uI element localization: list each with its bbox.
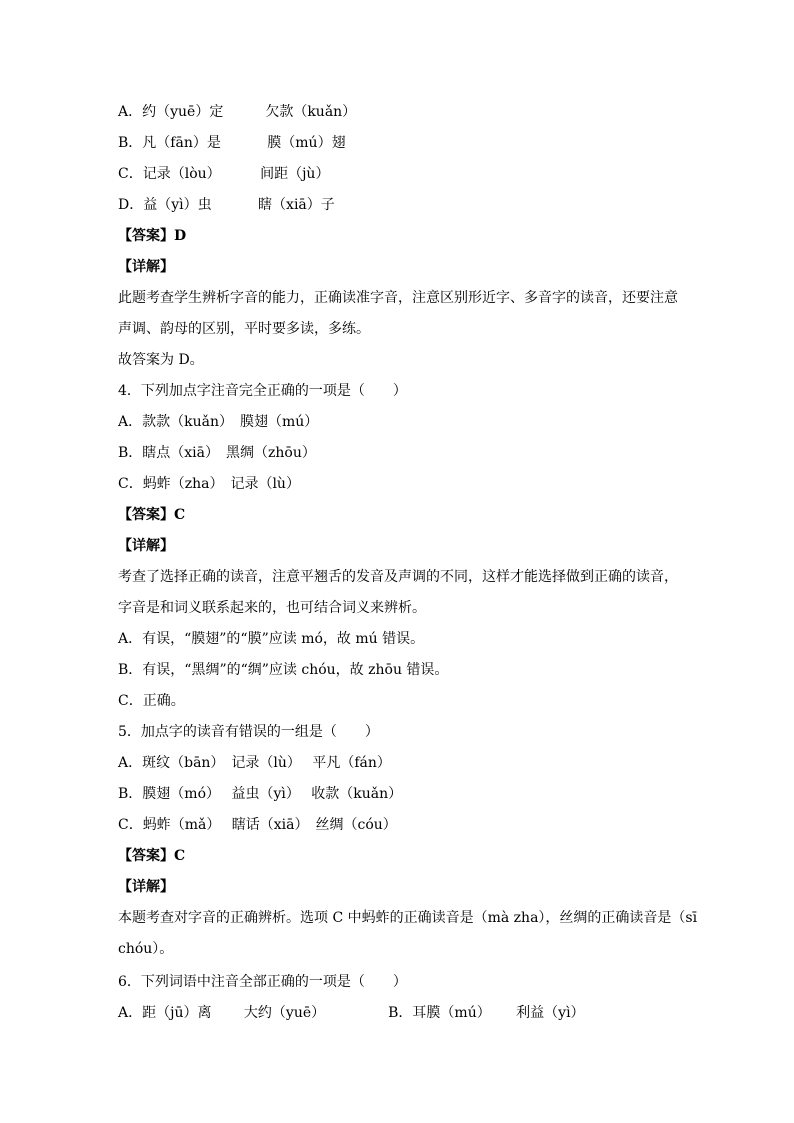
- explanation-text: C．正确。: [118, 693, 185, 709]
- option-c: C．蚂蚱（zha） 记录（lù）: [118, 476, 300, 492]
- explanation-text: 声调、韵母的区别，平时要多读，多练。: [118, 321, 370, 337]
- option-b: B．膜翅（mó） 益虫（yì） 收款（kuǎn）: [118, 786, 403, 802]
- explanation-label: 【详解】: [118, 259, 174, 275]
- explanation-text: 此题考查学生辨析字音的能力，正确读准字音，注意区别形近字、多音字的读音，还要注意: [118, 290, 678, 306]
- option-c: C．蚂蚱（mǎ） 瞎话（xiā） 丝绸（cóu）: [118, 817, 397, 833]
- explanation-text: 字音是和词义联系起来的，也可结合词义来辨析。: [118, 600, 426, 616]
- answer-label: 【答案】C: [118, 507, 186, 523]
- explanation-text: B．有误，“黑绸”的“绸”应读 chóu，故 zhōu 错误。: [118, 662, 449, 678]
- question-5: 5．加点字的读音有错误的一组是（ ）: [118, 724, 379, 740]
- explanation-text: 考查了选择正确的读音，注意平翘舌的发音及声调的不同，这样才能选择做到正确的读音，: [118, 569, 678, 585]
- question-4: 4．下列加点字注音完全正确的一项是（ ）: [118, 383, 407, 399]
- option-b: B．瞎点（xiā） 黑绸（zhōu）: [118, 445, 316, 461]
- conclusion-text: 故答案为 D。: [118, 352, 204, 368]
- option-b: B．凡（fān）是 膜（mú）翅: [118, 135, 346, 151]
- option-a: A．约（yuē）定 欠款（kuǎn）: [118, 104, 357, 120]
- explanation-text: 本题考查对字音的正确辨析。选项 C 中蚂蚱的正确读音是（mà zha），丝绸的正确读音是（sī: [118, 910, 698, 926]
- option-a-b: A．距（jū）离 大约（yuē） B．耳膜（mú） 利益（yì）: [118, 1005, 585, 1021]
- question-6: 6．下列词语中注音全部正确的一项是（ ）: [118, 974, 407, 990]
- answer-label: 【答案】C: [118, 848, 186, 864]
- answer-label: 【答案】D: [118, 228, 187, 244]
- option-a: A．款款（kuǎn） 膜翅（mú）: [118, 414, 319, 430]
- option-d: D．益（yì）虫 瞎（xiā）子: [118, 197, 335, 213]
- explanation-label: 【详解】: [118, 538, 174, 554]
- explanation-text: chóu）。: [118, 941, 174, 957]
- explanation-label: 【详解】: [118, 879, 174, 895]
- explanation-text: A．有误，“膜翅”的“膜”应读 mó，故 mú 错误。: [118, 631, 425, 647]
- option-c: C．记录（lòu） 间距（jù）: [118, 166, 330, 182]
- option-a: A．斑纹（bān） 记录（lù） 平凡（fán）: [118, 755, 391, 771]
